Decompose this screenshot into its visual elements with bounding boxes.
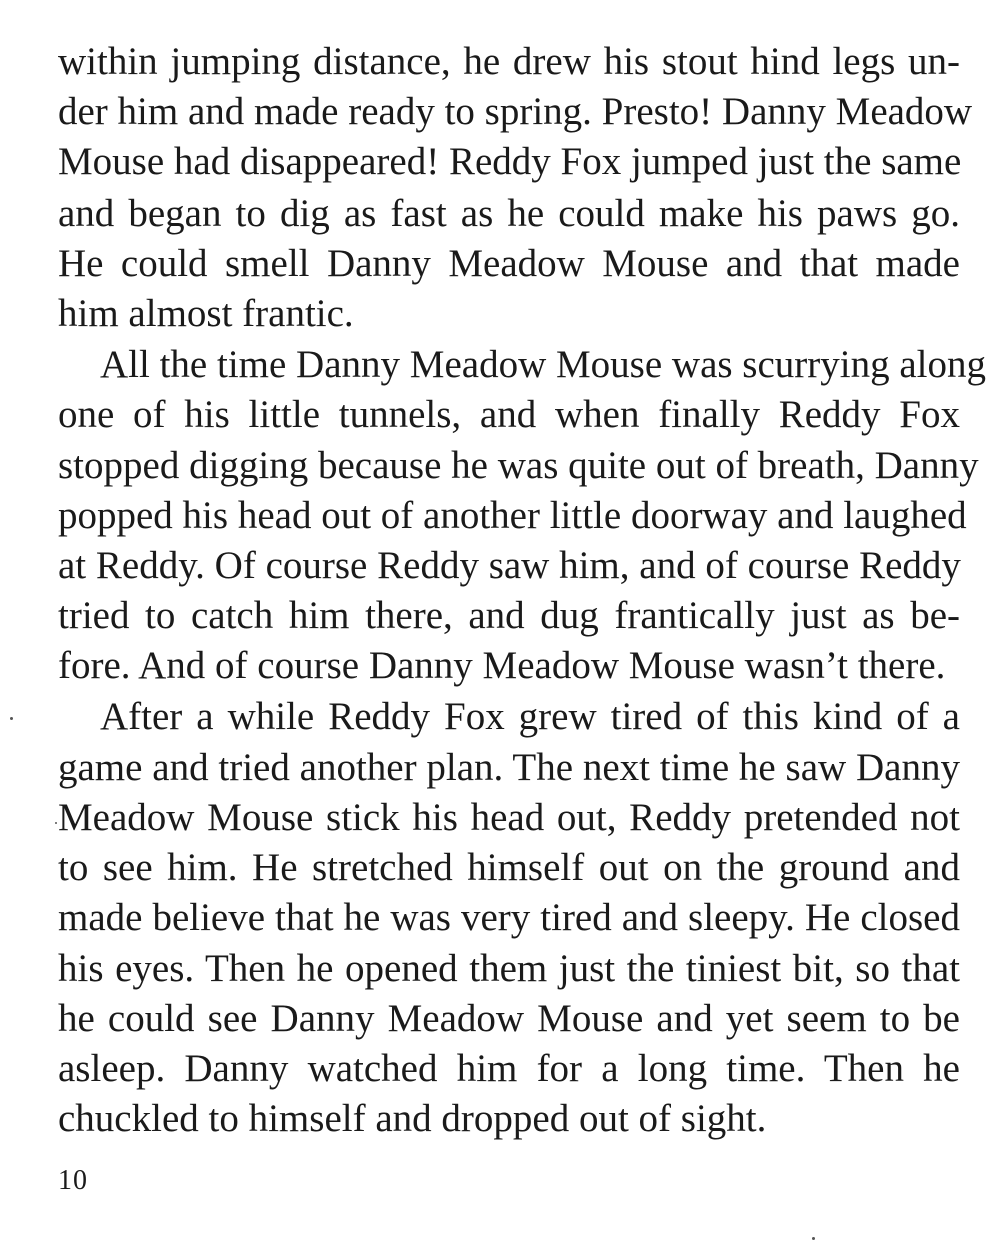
text-line: asleep. Danny watched him for a long time. Then he	[58, 1047, 960, 1090]
text-line: All the time Danny Meadow Mouse was scurrying along	[100, 343, 986, 386]
text-line: to see him. He stretched himself out on the ground and	[58, 846, 960, 889]
scan-speck	[812, 1237, 815, 1240]
text-line: He could smell Danny Meadow Mouse and that made	[58, 242, 960, 285]
text-line: his eyes. Then he opened them just the tiniest bit, so that	[58, 947, 960, 990]
text-line: at Reddy. Of course Reddy saw him, and of course Reddy	[58, 544, 961, 587]
scan-speck	[55, 822, 57, 824]
text-line: chuckled to himself and dropped out of sight.	[58, 1097, 767, 1140]
scan-speck	[10, 717, 13, 720]
text-line: fore. And of course Danny Meadow Mouse wasn’t there.	[58, 644, 946, 687]
text-line: game and tried another plan. The next time he saw Danny	[58, 746, 960, 789]
text-line: tried to catch him there, and dug frantically just as be-	[58, 594, 960, 637]
text-line: made believe that he was very tired and sleepy. He closed	[58, 896, 960, 939]
text-line: Meadow Mouse stick his head out, Reddy pretended not	[58, 796, 960, 839]
text-line: der him and made ready to spring. Presto! Danny Meadow	[58, 90, 973, 133]
page-number: 10	[58, 1165, 88, 1196]
text-line: After a while Reddy Fox grew tired of this kind of a	[100, 695, 960, 738]
text-line: popped his head out of another little doorway and laughed	[58, 494, 967, 537]
text-line: him almost frantic.	[58, 292, 354, 335]
text-line: one of his little tunnels, and when finally Reddy Fox	[58, 393, 960, 436]
text-line: within jumping distance, he drew his stout hind legs un-	[58, 40, 960, 83]
text-line: and began to dig as fast as he could make his paws go.	[58, 192, 960, 235]
text-line: stopped digging because he was quite out of breath, Danny	[58, 444, 979, 487]
text-line: Mouse had disappeared! Reddy Fox jumped just the same	[58, 140, 962, 183]
text-line: he could see Danny Meadow Mouse and yet seem to be	[58, 997, 960, 1040]
